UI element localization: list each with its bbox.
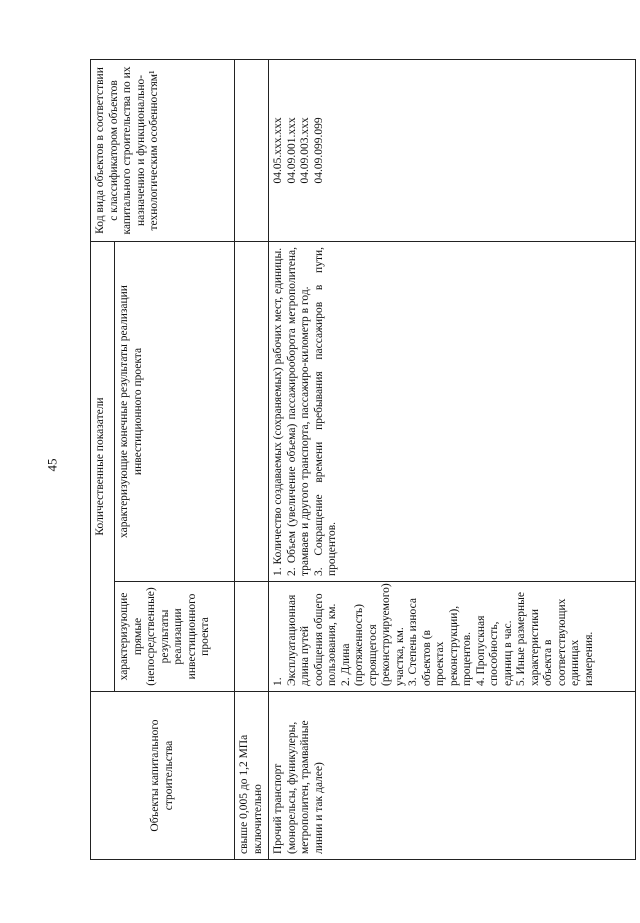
row-object: Прочий транспорт (монорельсы, фуникулеры, метрополитен, трамвайные линии и так далее): [269, 692, 636, 860]
row-final: 1. Количество создаваемых (сохраняемых) рабочих мест, единицы. 2. Объем (увеличение объема) пассажирооборота метрополитена, трамваев и другого транспорта, пассажиро-километр в год. 3. Сокращение времени пребывания пассажиров в пути, процентов.: [269, 241, 636, 581]
table-row: [235, 59, 269, 859]
indicators-table: [90, 59, 636, 860]
header-objects: Объекты капитального строительства: [91, 692, 235, 860]
page-number: 45: [44, 458, 60, 472]
table-wrapper: [90, 60, 636, 860]
header-final-results: характеризующие конечные результаты реализации инвестиционного проекта: [115, 241, 235, 581]
header-direct-results: характеризующие прямые (непосредственные) результаты реализации инвестиционного проекта: [115, 582, 235, 692]
table-row: [269, 59, 636, 859]
row-codes: 04.05.xxx.xxx 04.09.001.xxx 04.09.003.xxx 04.09.099.099: [269, 59, 636, 241]
row-direct: 1. Эксплуатационная длина путей сообщения общего пользования, км. 2. Длина (протяженность) строящегося (реконструируемого) участка, км. 3. Степень износа объектов (в проектах реконструкции), процентов. 4. Пропускная способность, единиц в час. 5. Иные размерные характеристики объекта в соответствующих единицах измерения.: [269, 582, 636, 692]
row-final: [235, 241, 269, 581]
row-direct: [235, 582, 269, 692]
header-object-type-code: Код вида объектов в соответствии с классификатором объектов капитального строительства по их назначению и функционально-технологическим особенностям¹: [91, 59, 235, 241]
header-quantitative-indicators: Количественные показатели: [91, 241, 115, 691]
row-codes: [235, 59, 269, 241]
row-object: свыше 0,005 до 1,2 МПа включительно: [235, 692, 269, 860]
